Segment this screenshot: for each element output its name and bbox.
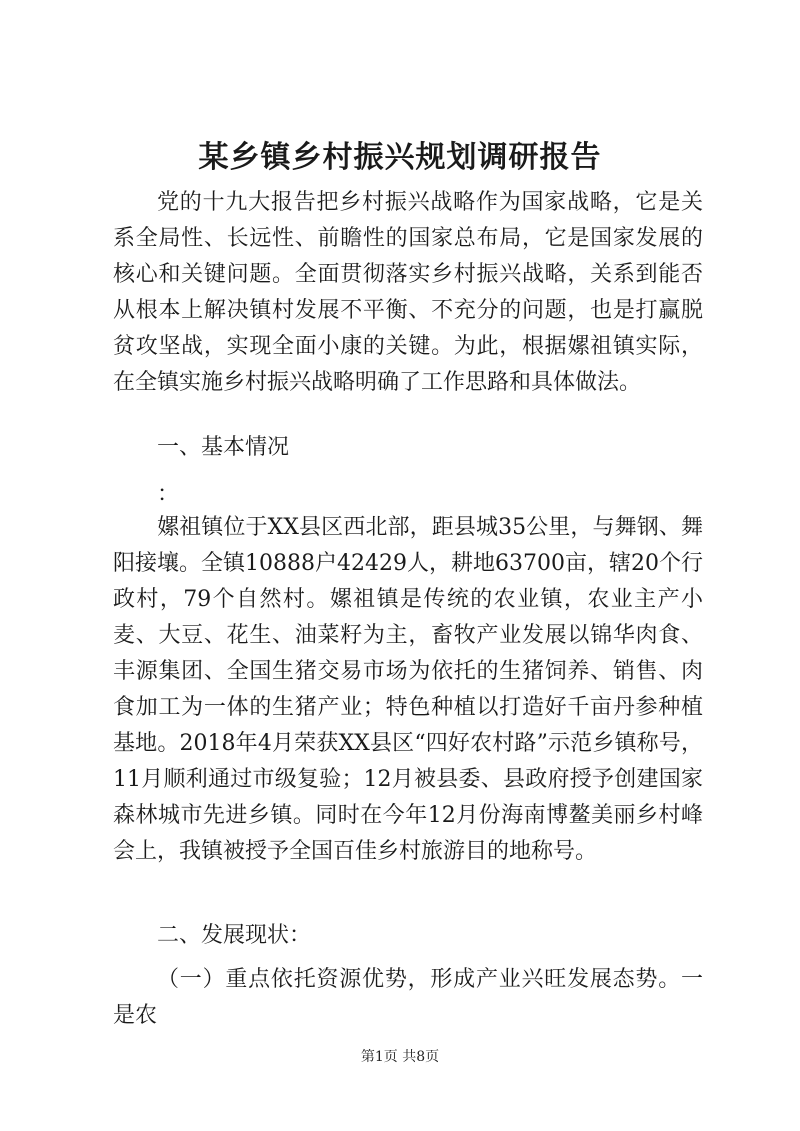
colon-line bbox=[113, 477, 703, 513]
page-footer: 第1页 共8页 bbox=[360, 1049, 440, 1065]
basic-info-text: 嫘祖镇位于XX县区西北部，距县城35公里，与舞钢、舞阳接壤。全镇10888户42429人，耕地63700亩，辖20个行政村，79个自然村。嫘祖镇是传统的农业镇，农业主产小麦、大豆、花生、油菜籽为主，畜牧产业发展以锦华肉食、丰源集团、全国生猪交易市场为依托的生猪饲养、销售、肉食加工为一体的生猪产业；特色种植以打造好千亩丹参种植基地。2018年4月荣获XX县区“四好农村路”示范乡镇称号，11月顺利通过市级复验；12月被县委、县政府授予创建国家森林城市先进乡镇。同时在今年12月份海南博鳌美丽乡村峰会上，我镇被授予全国百佳乡村旅游目的地称号。 bbox=[113, 515, 703, 864]
document-title: 某乡镇乡村振兴规划调研报告 bbox=[198, 140, 602, 175]
intro-paragraph bbox=[113, 185, 703, 401]
intro-text: 党的十九大报告把乡村振兴战略作为国家战略，它是关系全局性、长远性、前瞻性的国家总布局，它是国家发展的核心和关键问题。全面贯彻落实乡村振兴战略，关系到能否从根本上解决镇村发展不平衡、不充分的问题，也是打赢脱贫攻坚战，实现全面小康的关键。为此，根据嫘祖镇实际，在全镇实施乡村振兴战略明确了工作思路和具体做法。 bbox=[113, 190, 703, 395]
heading-basic-text: 一、基本情况 bbox=[157, 435, 290, 460]
section-heading-status bbox=[113, 918, 703, 954]
section-heading-basic bbox=[113, 430, 703, 466]
colon-text: ： bbox=[157, 482, 180, 507]
subheading-text: （一）重点依托资源优势，形成产业兴旺发展态势。一是农 bbox=[113, 967, 703, 1028]
heading-status-text: 二、发展现状： bbox=[157, 923, 312, 948]
basic-info-paragraph bbox=[113, 510, 703, 870]
subheading-paragraph bbox=[113, 962, 703, 1034]
